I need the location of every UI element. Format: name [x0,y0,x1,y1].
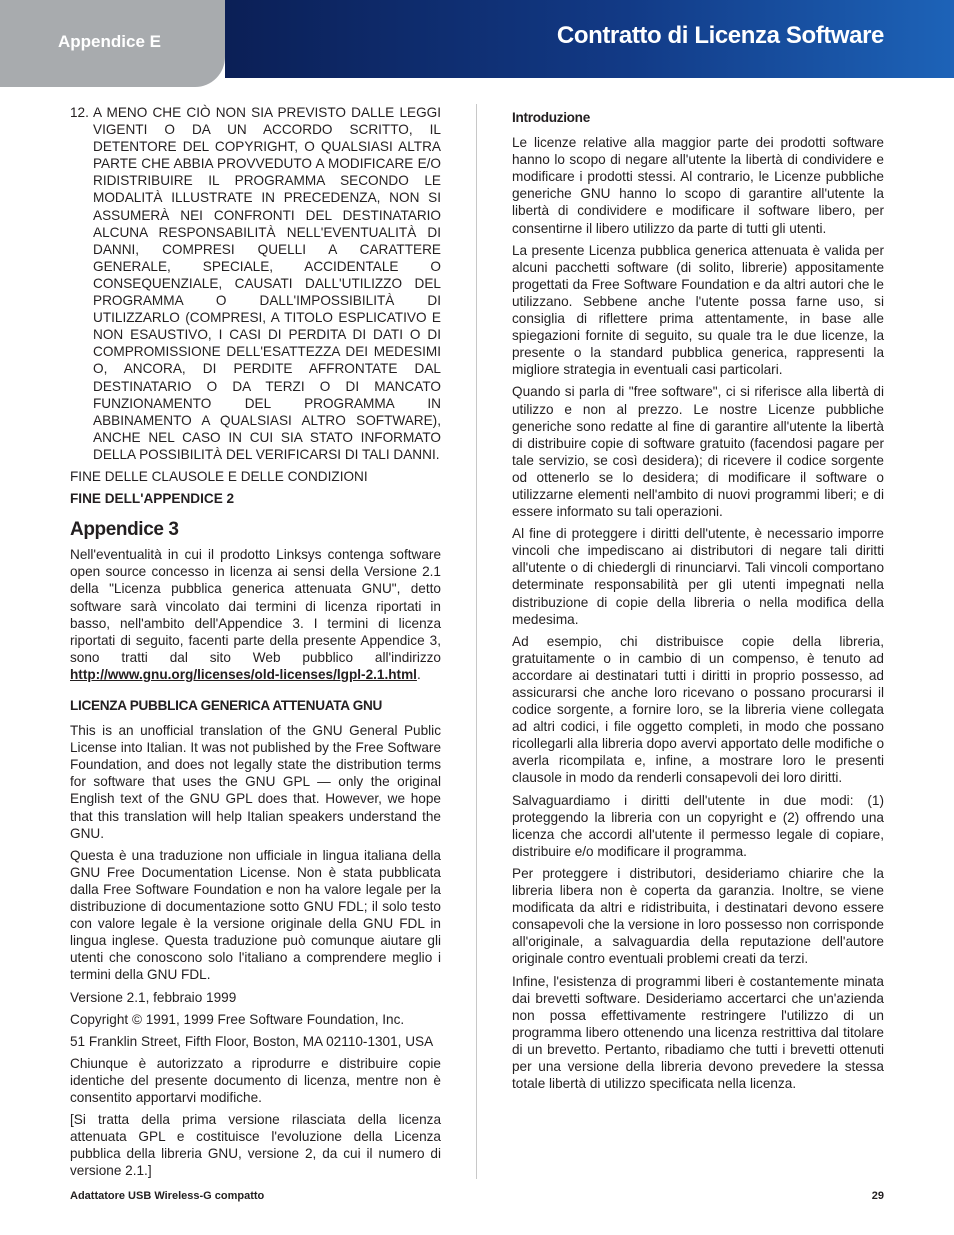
lgpl-heading: LICENZA PUBBLICA GENERICA ATTENUATA GNU [70,698,383,713]
intro-paragraph: Infine, l'esistenza di programmi liberi è costantemente minata dai brevetti software. Desideriamo accertarci che un'azienda non possa effettivamente restringere l'utilizzo di un programma libero ottenendo una licenza restrittiva dal titolare di un brevetto. Pertanto, ribadiamo che tutti i brevetti ottenuti per una versione della libreria devono prevedere la stessa totale libertà di utilizzo specificata nella licenza. [512,973,884,1092]
page-title: Contratto di Licenza Software [556,22,884,49]
intro-heading: Introduzione [512,110,590,125]
intro-paragraph: Per proteggere i distributori, desideriamo chiarire che la libreria libera non è coperta da garanzia. Inoltre, se viene modificata da altri e ridistribuita, i destinatari devono essere consapevoli che la versione in loro possesso non corrisponde all'originale, a salvaguardia della reputazione dell'autore originale contro eventuali problemi creati da terzi. [512,865,884,967]
intro-paragraph: Le licenze relative alla maggior parte dei prodotti software hanno lo scopo di negare all'utente la libertà di condividere e modificare i prodotti stessi. Al contrario, le Licenze pubbliche generiche GNU hanno lo scopo di garantire all'utente la libertà di condividere e modificare il software libero, per consentirne il libero utilizzo da parte di tutti gli utenti. [512,135,884,236]
appendix-3-text: Nell'eventualità in cui il prodotto Linksys contenga software open source concesso in licenza ai sensi della Versione 2.1 della "Licenza pubblica generica attenuata GNU", detto software sarà vincolato dai termini di licenza riportati in basso, nell'ambito dell'Appendice 3. I termini di licenza riportati di seguito, facenti parte della presente Appendice 3, sono tratti dal sito Web pubblico all'indirizzo [70,547,441,665]
intro-paragraph: La presente Licenza pubblica generica attenuata è valida per alcuni pacchetti software (di solito, librerie) appositamente progettati da Free Software Foundation e da altri autori che le utilizzano. Sebbene anche l'utente possa farne uso, si consiglia di riflettere prima attentamente, in base alle spiegazioni fornite di seguito, su quale tra le due licenze, la presente o la standard pubblica generica, rappresenti la migliore strategia in eventuali casi particolari. [512,242,884,378]
intro-paragraph: Salvaguardiamo i diritti dell'utente in due modi: (1) proteggendo la libreria con un copyright e (2) offrendo una licenza che accordi all'utente il permesso legale di copiare, distribuire e/o modificare il programma. [512,792,884,859]
intro-paragraph: Ad esempio, chi distribuisce copie della libreria, gratuitamente o in cambio di un compenso, è tenuto ad accordare ai destinatari tutti i diritti in proprio possesso, ad assicurarsi che anche loro ricevano o possano procurarsi il codice sorgente, a fornire loro, se la libreria viene collegata ad altri codici, i file oggetto completi, in modo che possano ricollegarli alla libreria dopo avervi apportato delle modifiche o averla ricompilata e, infine, a mostrare loro le presenti clausole in modo da renderli consapevoli dei loro diritti. [512,633,884,786]
footer-product-name: Adattatore USB Wireless-G compatto [70,1190,265,1202]
copyright-line: Copyright © 1991, 1999 Free Software Foundation, Inc. [70,1011,405,1027]
permission-paragraph: Chiunque è autorizzato a riprodurre e distribuire copie identiche del presente documento di licenza, mentre non è consentito apportarvi modifiche. [70,1055,441,1105]
header-section-tab [0,0,225,87]
appendix-3-period: . [416,666,421,682]
unofficial-italian-note: Questa è una traduzione non ufficiale in lingua italiana della GNU Free Documentation License. Non è stata pubblicata dalla Free Software Foundation e non ha valore legale per la distribuzione di documentazione sotto GNU FDL; il solo testo con valore legale è la versione originale della GNU FDL in lingua inglese. Questa traduzione può comunque aiutare gli utenti che conoscono solo l'italiano a comprendere meglio i termini della GNU FDL. [70,847,441,983]
right-column [512,104,884,1097]
intro-paragraph: Al fine di proteggere i diritti dell'utente, è necessario imporre vincoli che impediscano ai distributori di negare tali diritti all'utente o di chiedergli di rinunciarvi. Tali vincoli comportano determinate responsabilità per gli utenti impegnati nella distribuzione di copie della libreria o nella modifica della medesima. [512,526,884,627]
clause-number: 12. [70,105,89,120]
left-column [70,104,441,1184]
version-line: Versione 2.1, febbraio 1999 [70,989,237,1005]
appendix-3-heading: Appendice 3 [70,519,179,541]
unofficial-english-note: This is an unofficial translation of the GNU General Public License into Italian. It was not published by the Free Software Foundation, and does not legally state the distribution terms for software that uses the GNU GPL — only the original English text of the GNU GPL does that. However, we hope that this translation will help Italian speakers understand the GNU. [70,723,441,841]
appendix-3-paragraph [70,546,441,683]
address-line: 51 Franklin Street, Fifth Floor, Boston, MA 02110-1301, USA [70,1033,434,1049]
intro-paragraph: Quando si parla di "free software", ci si riferisce alla libertà di utilizzo e non al prezzo. Le nostre Licenze pubbliche generiche sono redatte al fine di garantire all'utente la libertà di distribuire copie di software gratuito (facendosi pagare per tale servizio, se così desidera); di ricevere il codice sorgente od ottenerlo se lo desidera; di modificare il software o utilizzarne elementi nell'ambito di nuovi programmi liberi; e di essere informato su tali operazioni. [512,384,884,520]
page-number: 29 [871,1190,884,1202]
header-section-label: Appendice E [58,32,161,51]
column-divider [476,104,477,1179]
end-clauses: FINE DELLE CLAUSOLE E DELLE CONDIZIONI [70,468,368,484]
lgpl-link[interactable]: http://www.gnu.org/licenses/old-licenses/lgpl-2.1.html [70,666,417,682]
first-version-paragraph: [Si tratta della prima versione rilasciata della licenza attenuata GPL e costituisce l'evoluzione della Licenza pubblica della libreria GNU, versione 2, da cui il numero di versione 2.1.] [70,1112,441,1179]
clause-text: A MENO CHE CIÒ NON SIA PREVISTO DALLE LEGGI VIGENTI O DA UN ACCORDO SCRITTO, IL DETENTORE DEL COPYRIGHT, O QUALSIASI ALTRA PARTE CHE ABBIA PROVVEDUTO A MODIFICARE E/O RIDISTRIBUIRE IL PROGRAMMA SECONDO LE MODALITÀ ILLUSTRATE IN PRECEDENZA, NON SI ASSUMERÀ NEI CONFRONTI DEL DESTINATARIO ALCUNA RESPONSABILITÀ NELL'EVENTUALITÀ DI DANNI, COMPRESI QUELLI A CARATTERE GENERALE, SPECIALE, ACCIDENTALE O CONSEQUENZIALE, CAUSATI DALL'UTILIZZO DEL PROGRAMMA O DALL'IMPOSSIBILITÀ DI UTILIZZARLO (COMPRESI, A TITOLO ESPLICATIVO E NON ESAUSTIVO, I CASI DI PERDITA DI DATI O DI COMPROMISSIONE DELL'ESATTEZZA DEI MEDESIMI O, ANCORA, DI PERDITE AFFRONTATE DAL DESTINATARIO O DA TERZI O DI MANCATO FUNZIONAMENTO DEL PROGRAMMA IN ABBINAMENTO A QUALSIASI ALTRO SOFTWARE), ANCHE NEL CASO IN CUI SIA STATO INFORMATO DELLA POSSIBILITÀ DEL VERIFICARSI DI TALI DANNI. [93,105,441,462]
clause-12 [70,104,441,463]
end-appendix: FINE DELL'APPENDICE 2 [70,491,235,507]
header-title-bar [225,0,954,78]
